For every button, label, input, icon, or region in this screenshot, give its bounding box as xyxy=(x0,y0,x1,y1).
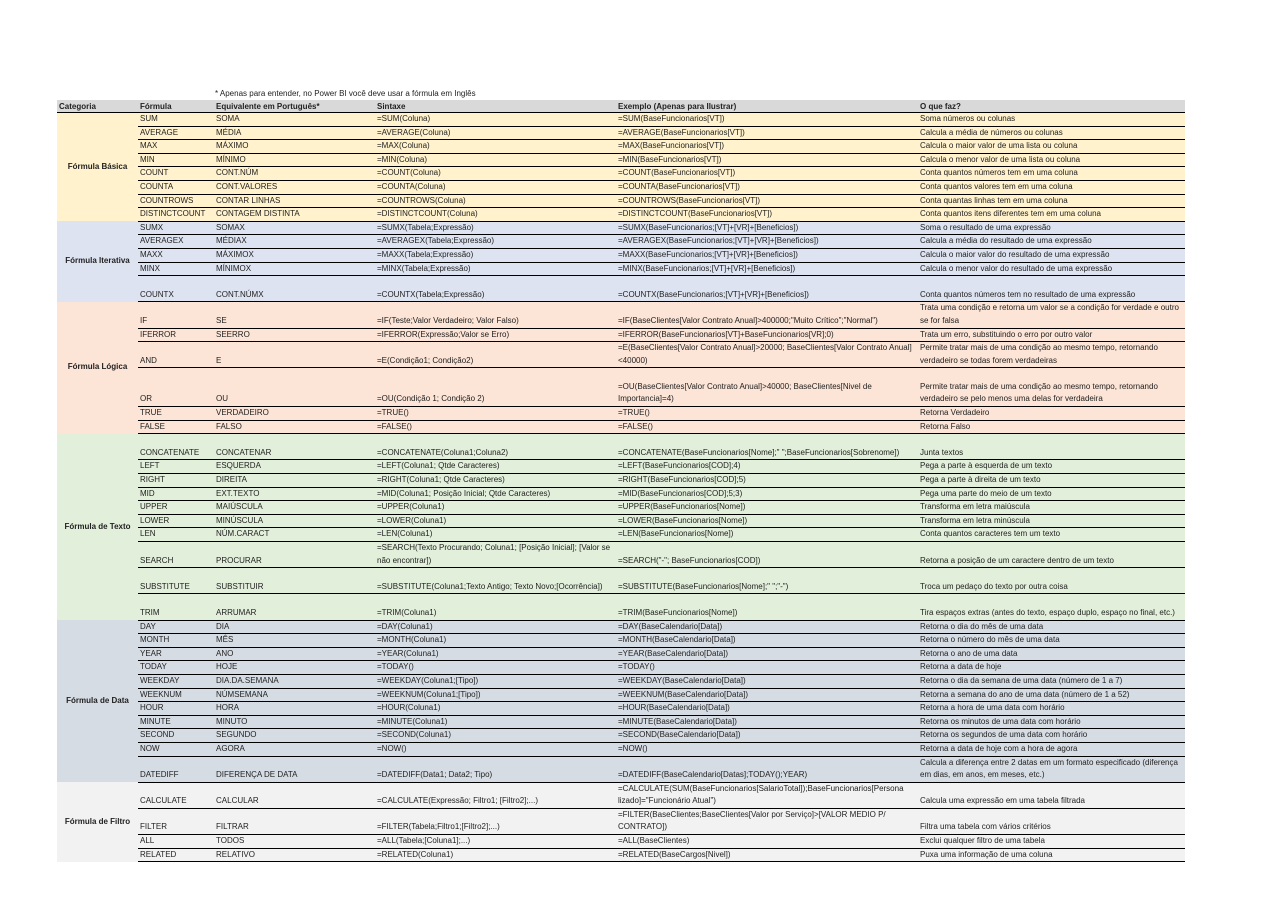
sintaxe-cell: =COUNTROWS(Coluna) xyxy=(375,194,616,208)
formula-cell: ALL xyxy=(138,835,214,849)
table-row xyxy=(57,221,1185,235)
table-row xyxy=(57,302,1185,328)
sintaxe-cell: =FALSE() xyxy=(375,420,616,434)
portugues-cell: DIREITA xyxy=(214,474,375,488)
sintaxe-cell: =LEN(Coluna1) xyxy=(375,528,616,542)
exemplo-cell: =MID(BaseFuncionarios[COD];5;3) xyxy=(616,487,918,501)
formula-cell: AVERAGE xyxy=(138,126,214,140)
formula-cell: MINX xyxy=(138,262,214,276)
exemplo-cell: =OU(BaseClientes[Valor Contrato Anual]>40000; BaseClientes[Nivel de Importancia]=4) xyxy=(616,368,918,407)
formula-cell: FALSE xyxy=(138,420,214,434)
sintaxe-cell: =TRIM(Coluna1) xyxy=(375,594,616,620)
exemplo-cell: =SEARCH("-"; BaseFuncionarios[COD]) xyxy=(616,542,918,568)
sintaxe-cell: =UPPER(Coluna1) xyxy=(375,501,616,515)
table-row xyxy=(57,487,1185,501)
exemplo-cell: =LEN(BaseFuncionarios[Nome]) xyxy=(616,528,918,542)
formula-cell: TODAY xyxy=(138,661,214,675)
exemplo-cell: =SECOND(BaseCalendario[Data]) xyxy=(616,729,918,743)
portugues-cell: TODOS xyxy=(214,835,375,849)
sintaxe-cell: =MID(Coluna1; Posição Inicial; Qtde Caracteres) xyxy=(375,487,616,501)
portugues-cell: EXT.TEXTO xyxy=(214,487,375,501)
table-row xyxy=(57,194,1185,208)
descricao-cell: Permite tratar mais de uma condição ao mesmo tempo, retornando verdadeiro se todas forem verdadeiras xyxy=(918,342,1185,368)
table-row xyxy=(57,528,1185,542)
formula-cell: HOUR xyxy=(138,702,214,716)
descricao-cell: Retorna a data de hoje xyxy=(918,661,1185,675)
table-row xyxy=(57,848,1185,862)
table-row xyxy=(57,434,1185,460)
table-row xyxy=(57,368,1185,407)
descricao-cell: Conta quantos itens diferentes tem em uma coluna xyxy=(918,208,1185,222)
descricao-cell: Retorna a data de hoje com a hora de agora xyxy=(918,742,1185,756)
sintaxe-cell: =MAX(Coluna) xyxy=(375,140,616,154)
formula-cell: LOWER xyxy=(138,514,214,528)
exemplo-cell: =LEFT(BaseFuncionarios[COD];4) xyxy=(616,460,918,474)
table-row xyxy=(57,328,1185,342)
sintaxe-cell: =MIN(Coluna) xyxy=(375,153,616,167)
table-row xyxy=(57,276,1185,302)
exemplo-cell: =COUNTX(BaseFuncionarios;[VT]+[VR]+[Beneficios]) xyxy=(616,276,918,302)
formula-cell: AND xyxy=(138,342,214,368)
exemplo-cell: =CALCULATE(SUM(BaseFuncionarios[SalarioTotal]);BaseFuncionarios[Persona lizado]="Funcionário Atual") xyxy=(616,782,918,808)
sintaxe-cell: =WEEKNUM(Coluna1;[Tipo]) xyxy=(375,688,616,702)
descricao-cell: Retorna Falso xyxy=(918,420,1185,434)
descricao-cell: Pega a parte à direita de um texto xyxy=(918,474,1185,488)
exemplo-cell: =MINX(BaseFuncionarios;[VT]+[VR]+[Beneficios]) xyxy=(616,262,918,276)
table-row xyxy=(57,262,1185,276)
exemplo-cell: =TRUE() xyxy=(616,407,918,421)
portugues-cell: MÉDIA xyxy=(214,126,375,140)
formula-cell: TRUE xyxy=(138,407,214,421)
exemplo-cell: =HOUR(BaseCalendario[Data]) xyxy=(616,702,918,716)
sintaxe-cell: =HOUR(Coluna1) xyxy=(375,702,616,716)
language-note: * Apenas para entender, no Power BI você deve usar a fórmula em Inglês xyxy=(215,89,476,98)
portugues-cell: HOJE xyxy=(214,661,375,675)
portugues-cell: NÚMSEMANA xyxy=(214,688,375,702)
descricao-cell: Soma números ou colunas xyxy=(918,113,1185,127)
table-row xyxy=(57,702,1185,716)
descricao-cell: Tira espaços extras (antes do texto, espaço duplo, espaço no final, etc.) xyxy=(918,594,1185,620)
formula-cell: DAY xyxy=(138,620,214,634)
portugues-cell: CONCATENAR xyxy=(214,434,375,460)
exemplo-cell: =WEEKNUM(BaseCalendario[Data]) xyxy=(616,688,918,702)
descricao-cell: Retorna os segundos de uma data com horário xyxy=(918,729,1185,743)
portugues-cell: MINUTO xyxy=(214,715,375,729)
formula-cell: LEN xyxy=(138,528,214,542)
descricao-cell: Retorna o dia do mês de uma data xyxy=(918,620,1185,634)
portugues-cell: MÍNIMO xyxy=(214,153,375,167)
table-row xyxy=(57,542,1185,568)
formula-table xyxy=(57,100,1185,862)
sintaxe-cell: =OU(Condição 1; Condição 2) xyxy=(375,368,616,407)
sintaxe-cell: =RELATED(Coluna1) xyxy=(375,848,616,862)
exemplo-cell: =MAXX(BaseFuncionarios;[VT]+[VR]+[Beneficios]) xyxy=(616,248,918,262)
exemplo-cell: =SUM(BaseFuncionarios[VT]) xyxy=(616,113,918,127)
descricao-cell: Calcula a média de números ou colunas xyxy=(918,126,1185,140)
portugues-cell: ARRUMAR xyxy=(214,594,375,620)
portugues-cell: AGORA xyxy=(214,742,375,756)
portugues-cell: MÁXIMO xyxy=(214,140,375,154)
formula-cell: IF xyxy=(138,302,214,328)
sintaxe-cell: =IF(Teste;Valor Verdadeiro; Valor Falso) xyxy=(375,302,616,328)
descricao-cell: Puxa uma informação de uma coluna xyxy=(918,848,1185,862)
exemplo-cell: =NOW() xyxy=(616,742,918,756)
portugues-cell: ANO xyxy=(214,647,375,661)
exemplo-cell: =CONCATENATE(BaseFuncionarios[Nome];" ";BaseFuncionarios[Sobrenome]) xyxy=(616,434,918,460)
portugues-cell: ESQUERDA xyxy=(214,460,375,474)
descricao-cell: Retorna o número do mês de uma data xyxy=(918,634,1185,648)
exemplo-cell: =DATEDIFF(BaseCalendario[Datas];TODAY();YEAR) xyxy=(616,756,918,782)
descricao-cell: Calcula o menor valor do resultado de uma expressão xyxy=(918,262,1185,276)
descricao-cell: Conta quantos números tem no resultado de uma expressão xyxy=(918,276,1185,302)
table-row xyxy=(57,729,1185,743)
formula-cell: MID xyxy=(138,487,214,501)
sintaxe-cell: =YEAR(Coluna1) xyxy=(375,647,616,661)
portugues-cell: CONT.NÚM xyxy=(214,167,375,181)
exemplo-cell: =WEEKDAY(BaseCalendario[Data]) xyxy=(616,674,918,688)
sintaxe-cell: =DATEDIFF(Data1; Data2; Tipo) xyxy=(375,756,616,782)
portugues-cell: FILTRAR xyxy=(214,808,375,834)
descricao-cell: Soma o resultado de uma expressão xyxy=(918,221,1185,235)
descricao-cell: Retorna o dia da semana de uma data (número de 1 a 7) xyxy=(918,674,1185,688)
exemplo-cell: =SUMX(BaseFuncionarios;[VT]+[VR]+[Beneficios]) xyxy=(616,221,918,235)
header-o-que-faz: O que faz? xyxy=(918,100,1185,113)
category-cell: Fórmula de Texto xyxy=(57,434,138,620)
table-row xyxy=(57,180,1185,194)
table-row xyxy=(57,153,1185,167)
table-row xyxy=(57,460,1185,474)
table-row xyxy=(57,688,1185,702)
portugues-cell: CONT.VALORES xyxy=(214,180,375,194)
exemplo-cell: =TRIM(BaseFuncionarios[Nome]) xyxy=(616,594,918,620)
exemplo-cell: =MAX(BaseFuncionarios[VT]) xyxy=(616,140,918,154)
sintaxe-cell: =IFERROR(Expressão;Valor se Erro) xyxy=(375,328,616,342)
table-row xyxy=(57,742,1185,756)
header-categoria: Categoria xyxy=(57,100,138,113)
table-row xyxy=(57,756,1185,782)
exemplo-cell: =AVERAGEX(BaseFuncionarios;[VT]+[VR]+[Beneficios]) xyxy=(616,235,918,249)
exemplo-cell: =RIGHT(BaseFuncionarios[COD];5) xyxy=(616,474,918,488)
header-formula: Fórmula xyxy=(138,100,214,113)
formula-cell: IFERROR xyxy=(138,328,214,342)
portugues-cell: CONT.NÚMX xyxy=(214,276,375,302)
formula-cell: OR xyxy=(138,368,214,407)
descricao-cell: Retorna a posição de um caractere dentro de um texto xyxy=(918,542,1185,568)
exemplo-cell: =FILTER(BaseClientes;BaseClientes[Valor por Serviço]>[VALOR MEDIO P/ CONTRATO]) xyxy=(616,808,918,834)
sintaxe-cell: =MAXX(Tabela;Expressão) xyxy=(375,248,616,262)
sintaxe-cell: =E(Condição1; Condição2) xyxy=(375,342,616,368)
descricao-cell: Calcula o menor valor de uma lista ou coluna xyxy=(918,153,1185,167)
table-row xyxy=(57,715,1185,729)
portugues-cell: DIA.DA.SEMANA xyxy=(214,674,375,688)
formula-cell: LEFT xyxy=(138,460,214,474)
sintaxe-cell: =LOWER(Coluna1) xyxy=(375,514,616,528)
sintaxe-cell: =SUM(Coluna) xyxy=(375,113,616,127)
formula-cell: SEARCH xyxy=(138,542,214,568)
exemplo-cell: =FALSE() xyxy=(616,420,918,434)
portugues-cell: SE xyxy=(214,302,375,328)
sintaxe-cell: =WEEKDAY(Coluna1;[Tipo]) xyxy=(375,674,616,688)
portugues-cell: SUBSTITUIR xyxy=(214,568,375,594)
portugues-cell: MÍNIMOX xyxy=(214,262,375,276)
formula-cell: FILTER xyxy=(138,808,214,834)
sintaxe-cell: =TODAY() xyxy=(375,661,616,675)
sintaxe-cell: =FILTER(Tabela;Filtro1;[Filtro2];...) xyxy=(375,808,616,834)
sintaxe-cell: =CALCULATE(Expressão; Filtro1; [Filtro2];...) xyxy=(375,782,616,808)
descricao-cell: Pega uma parte do meio de um texto xyxy=(918,487,1185,501)
table-row xyxy=(57,835,1185,849)
portugues-cell: CALCULAR xyxy=(214,782,375,808)
exemplo-cell: =MONTH(BaseCalendario[Data]) xyxy=(616,634,918,648)
table-row xyxy=(57,782,1185,808)
category-cell: Fórmula Iterativa xyxy=(57,221,138,302)
portugues-cell: MÉDIAX xyxy=(214,235,375,249)
descricao-cell: Trata um erro, substituindo o erro por outro valor xyxy=(918,328,1185,342)
portugues-cell: MÊS xyxy=(214,634,375,648)
sintaxe-cell: =AVERAGE(Coluna) xyxy=(375,126,616,140)
exemplo-cell: =E(BaseClientes[Valor Contrato Anual]>20000; BaseClientes[Valor Contrato Anual]<40000) xyxy=(616,342,918,368)
portugues-cell: PROCURAR xyxy=(214,542,375,568)
table-row xyxy=(57,208,1185,222)
formula-cell: SECOND xyxy=(138,729,214,743)
exemplo-cell: =DISTINCTCOUNT(BaseFuncionarios[VT]) xyxy=(616,208,918,222)
sintaxe-cell: =MINX(Tabela;Expressão) xyxy=(375,262,616,276)
descricao-cell: Permite tratar mais de uma condição ao mesmo tempo, retornando verdadeiro se pelo menos uma delas for verdadeira xyxy=(918,368,1185,407)
formula-cell: SUMX xyxy=(138,221,214,235)
portugues-cell: SOMA xyxy=(214,113,375,127)
sintaxe-cell: =NOW() xyxy=(375,742,616,756)
portugues-cell: SEGUNDO xyxy=(214,729,375,743)
exemplo-cell: =MINUTE(BaseCalendario[Data]) xyxy=(616,715,918,729)
descricao-cell: Calcula o maior valor de uma lista ou coluna xyxy=(918,140,1185,154)
sintaxe-cell: =TRUE() xyxy=(375,407,616,421)
portugues-cell: MAIÚSCULA xyxy=(214,501,375,515)
formula-cell: MINUTE xyxy=(138,715,214,729)
sintaxe-cell: =DAY(Coluna1) xyxy=(375,620,616,634)
table-row xyxy=(57,235,1185,249)
descricao-cell: Retorna o ano de uma data xyxy=(918,647,1185,661)
portugues-cell: MÁXIMOX xyxy=(214,248,375,262)
exemplo-cell: =COUNT(BaseFuncionarios[VT]) xyxy=(616,167,918,181)
table-row xyxy=(57,126,1185,140)
descricao-cell: Calcula o maior valor do resultado de uma expressão xyxy=(918,248,1185,262)
category-cell: Fórmula de Filtro xyxy=(57,782,138,862)
exemplo-cell: =MIN(BaseFuncionarios[VT]) xyxy=(616,153,918,167)
exemplo-cell: =UPPER(BaseFuncionarios[Nome]) xyxy=(616,501,918,515)
table-row xyxy=(57,568,1185,594)
descricao-cell: Retorna a semana do ano de uma data (número de 1 a 52) xyxy=(918,688,1185,702)
portugues-cell: DIA xyxy=(214,620,375,634)
descricao-cell: Filtra uma tabela com vários critérios xyxy=(918,808,1185,834)
sintaxe-cell: =COUNTA(Coluna) xyxy=(375,180,616,194)
category-cell: Fórmula Básica xyxy=(57,113,138,222)
descricao-cell: Transforma em letra minúscula xyxy=(918,514,1185,528)
formula-cell: SUM xyxy=(138,113,214,127)
formula-cell: SUBSTITUTE xyxy=(138,568,214,594)
exemplo-cell: =ALL(BaseClientes) xyxy=(616,835,918,849)
portugues-cell: SEERRO xyxy=(214,328,375,342)
descricao-cell: Junta textos xyxy=(918,434,1185,460)
exemplo-cell: =COUNTROWS(BaseFuncionarios[VT]) xyxy=(616,194,918,208)
exemplo-cell: =YEAR(BaseCalendario[Data]) xyxy=(616,647,918,661)
exemplo-cell: =DAY(BaseCalendario[Data]) xyxy=(616,620,918,634)
table-row xyxy=(57,113,1185,127)
formula-cell: MONTH xyxy=(138,634,214,648)
formula-cell: RELATED xyxy=(138,848,214,862)
formula-cell: WEEKDAY xyxy=(138,674,214,688)
category-cell: Fórmula Lógica xyxy=(57,302,138,434)
descricao-cell: Calcula uma expressão em uma tabela filtrada xyxy=(918,782,1185,808)
formula-cell: COUNTROWS xyxy=(138,194,214,208)
sintaxe-cell: =MINUTE(Coluna1) xyxy=(375,715,616,729)
formula-cell: DISTINCTCOUNT xyxy=(138,208,214,222)
table-row xyxy=(57,634,1185,648)
formula-cell: WEEKNUM xyxy=(138,688,214,702)
descricao-cell: Retorna os minutos de uma data com horário xyxy=(918,715,1185,729)
descricao-cell: Trata uma condição e retorna um valor se a condição for verdade e outro se for falsa xyxy=(918,302,1185,328)
exemplo-cell: =RELATED(BaseCargos[Nivel]) xyxy=(616,848,918,862)
sintaxe-cell: =SEARCH(Texto Procurando; Coluna1; [Posição Inicial]; [Valor se não encontrar]) xyxy=(375,542,616,568)
header-row xyxy=(57,100,1185,113)
portugues-cell: FALSO xyxy=(214,420,375,434)
table-row xyxy=(57,342,1185,368)
formula-cell: DATEDIFF xyxy=(138,756,214,782)
formula-cell: AVERAGEX xyxy=(138,235,214,249)
sintaxe-cell: =DISTINCTCOUNT(Coluna) xyxy=(375,208,616,222)
sintaxe-cell: =COUNTX(Tabela;Expressão) xyxy=(375,276,616,302)
sintaxe-cell: =COUNT(Coluna) xyxy=(375,167,616,181)
portugues-cell: VERDADEIRO xyxy=(214,407,375,421)
table-row xyxy=(57,647,1185,661)
table-row xyxy=(57,674,1185,688)
portugues-cell: HORA xyxy=(214,702,375,716)
descricao-cell: Transforma em letra maiúscula xyxy=(918,501,1185,515)
sintaxe-cell: =SUBSTITUTE(Coluna1;Texto Antigo; Texto Novo;[Ocorrência]) xyxy=(375,568,616,594)
formula-cell: NOW xyxy=(138,742,214,756)
sintaxe-cell: =AVERAGEX(Tabela;Expressão) xyxy=(375,235,616,249)
table-row xyxy=(57,167,1185,181)
formula-cell: MAX xyxy=(138,140,214,154)
formula-cell: RIGHT xyxy=(138,474,214,488)
descricao-cell: Calcula a média do resultado de uma expressão xyxy=(918,235,1185,249)
sintaxe-cell: =SECOND(Coluna1) xyxy=(375,729,616,743)
exemplo-cell: =AVERAGE(BaseFuncionarios[VT]) xyxy=(616,126,918,140)
portugues-cell: E xyxy=(214,342,375,368)
portugues-cell: MINÚSCULA xyxy=(214,514,375,528)
table-row xyxy=(57,808,1185,834)
formula-cell: YEAR xyxy=(138,647,214,661)
descricao-cell: Conta quantos números tem em uma coluna xyxy=(918,167,1185,181)
descricao-cell: Conta quantas linhas tem em uma coluna xyxy=(918,194,1185,208)
sintaxe-cell: =RIGHT(Coluna1; Qtde Caracteres) xyxy=(375,474,616,488)
table-row xyxy=(57,620,1185,634)
exemplo-cell: =SUBSTITUTE(BaseFuncionarios[Nome];" ";"-") xyxy=(616,568,918,594)
table-row xyxy=(57,474,1185,488)
portugues-cell: CONTAGEM DISTINTA xyxy=(214,208,375,222)
formula-cell: CONCATENATE xyxy=(138,434,214,460)
formula-cell: COUNTA xyxy=(138,180,214,194)
descricao-cell: Retorna a hora de uma data com horário xyxy=(918,702,1185,716)
header-equivalente: Equivalente em Português* xyxy=(214,100,375,113)
table-row xyxy=(57,248,1185,262)
formula-cell: CALCULATE xyxy=(138,782,214,808)
sintaxe-cell: =SUMX(Tabela;Expressão) xyxy=(375,221,616,235)
sintaxe-cell: =LEFT(Coluna1; Qtde Caracteres) xyxy=(375,460,616,474)
descricao-cell: Troca um pedaço do texto por outra coisa xyxy=(918,568,1185,594)
exemplo-cell: =TODAY() xyxy=(616,661,918,675)
formula-cell: MAXX xyxy=(138,248,214,262)
descricao-cell: Pega a parte à esquerda de um texto xyxy=(918,460,1185,474)
portugues-cell: OU xyxy=(214,368,375,407)
table-row xyxy=(57,594,1185,620)
formula-cell: COUNTX xyxy=(138,276,214,302)
portugues-cell: NÚM.CARACT xyxy=(214,528,375,542)
header-sintaxe: Sintaxe xyxy=(375,100,616,113)
formula-sheet xyxy=(57,88,1185,862)
formula-cell: COUNT xyxy=(138,167,214,181)
sintaxe-cell: =CONCATENATE(Coluna1;Coluna2) xyxy=(375,434,616,460)
descricao-cell: Conta quantos caracteres tem um texto xyxy=(918,528,1185,542)
exemplo-cell: =LOWER(BaseFuncionarios[Nome]) xyxy=(616,514,918,528)
table-row xyxy=(57,501,1185,515)
descricao-cell: Conta quantos valores tem em uma coluna xyxy=(918,180,1185,194)
portugues-cell: RELATIVO xyxy=(214,848,375,862)
formula-cell: MIN xyxy=(138,153,214,167)
portugues-cell: CONTAR LINHAS xyxy=(214,194,375,208)
table-row xyxy=(57,420,1185,434)
category-cell: Fórmula de Data xyxy=(57,620,138,782)
descricao-cell: Exclui qualquer filtro de uma tabela xyxy=(918,835,1185,849)
table-row xyxy=(57,661,1185,675)
sintaxe-cell: =MONTH(Coluna1) xyxy=(375,634,616,648)
portugues-cell: SOMAX xyxy=(214,221,375,235)
sintaxe-cell: =ALL(Tabela;[Coluna1];...) xyxy=(375,835,616,849)
exemplo-cell: =IF(BaseClientes[Valor Contrato Anual]>400000;"Muito Crítico";"Normal") xyxy=(616,302,918,328)
formula-cell: UPPER xyxy=(138,501,214,515)
portugues-cell: DIFERENÇA DE DATA xyxy=(214,756,375,782)
descricao-cell: Calcula a diferença entre 2 datas em um formato especificado (diferença em dias, em anos, em meses, etc.) xyxy=(918,756,1185,782)
table-row xyxy=(57,514,1185,528)
exemplo-cell: =COUNTA(BaseFuncionarios[VT]) xyxy=(616,180,918,194)
formula-cell: TRIM xyxy=(138,594,214,620)
table-row xyxy=(57,407,1185,421)
exemplo-cell: =IFERROR(BaseFuncionarios[VT]+BaseFuncionarios[VR];0) xyxy=(616,328,918,342)
descricao-cell: Retorna Verdadeiro xyxy=(918,407,1185,421)
header-exemplo: Exemplo (Apenas para Ilustrar) xyxy=(616,100,918,113)
table-row xyxy=(57,140,1185,154)
